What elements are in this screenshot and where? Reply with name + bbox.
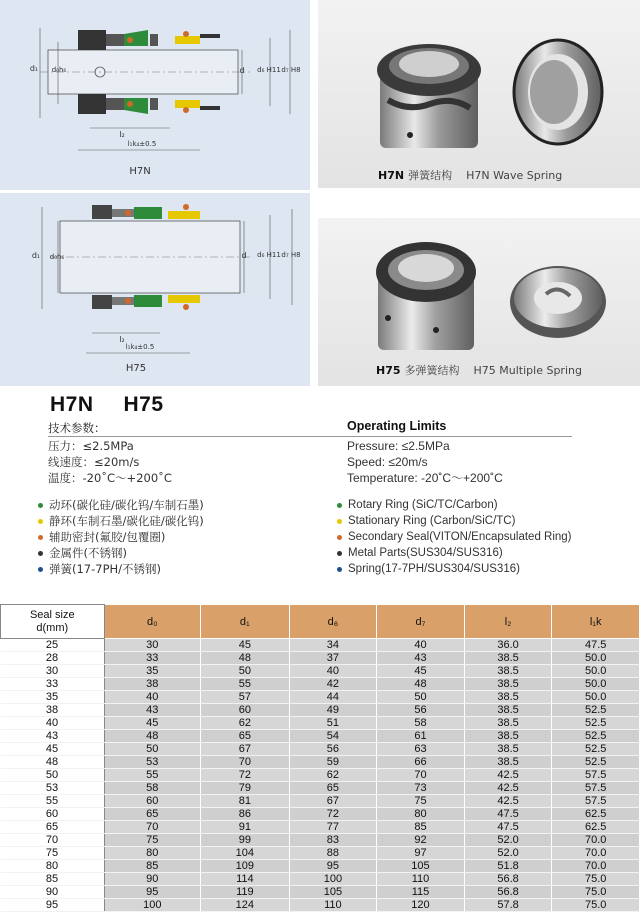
header-col: d₁ <box>201 605 290 639</box>
table-row <box>1 782 640 795</box>
header-col: l₁k <box>552 605 640 639</box>
cell-value: 81 <box>201 795 290 808</box>
cell-value: 50.0 <box>552 691 640 704</box>
cell-value: 43 <box>377 652 465 665</box>
cell-value: 62.5 <box>552 808 640 821</box>
dim-d0: d₀h₆ <box>51 66 67 74</box>
cell-value: 72 <box>201 769 290 782</box>
h75-section-drawing <box>0 193 310 386</box>
model-title-h7n: H7N <box>50 393 94 416</box>
h7n-seal-photo <box>318 0 640 188</box>
cell-seal-size: 80 <box>1 860 105 873</box>
h75-photo-model: H75 <box>376 364 401 377</box>
section-divider <box>48 436 572 437</box>
cell-seal-size: 55 <box>1 795 105 808</box>
material-en-item <box>337 561 572 577</box>
cell-value: 48 <box>104 730 201 743</box>
cell-value: 115 <box>377 886 465 899</box>
cell-seal-size: 43 <box>1 730 105 743</box>
material-cn-item <box>38 561 204 577</box>
table-row <box>1 652 640 665</box>
cell-value: 57.5 <box>552 769 640 782</box>
cell-seal-size: 53 <box>1 782 105 795</box>
table-row <box>1 704 640 717</box>
model-titles <box>50 393 164 417</box>
cell-value: 72 <box>289 808 377 821</box>
cell-value: 110 <box>289 899 377 912</box>
table-row <box>1 847 640 860</box>
cell-value: 50.0 <box>552 652 640 665</box>
h75-photo-en: H75 Multiple Spring <box>473 364 582 377</box>
cell-value: 57 <box>201 691 290 704</box>
cell-value: 124 <box>201 899 290 912</box>
table-row <box>1 730 640 743</box>
cell-value: 61 <box>377 730 465 743</box>
cell-value: 119 <box>201 886 290 899</box>
spec-pressure-en: Pressure: ≤2.5MPa <box>347 439 450 453</box>
header-col: l₂ <box>464 605 552 639</box>
cell-value: 52.5 <box>552 730 640 743</box>
cell-value: 42.5 <box>464 782 552 795</box>
cell-value: 40 <box>104 691 201 704</box>
materials-cn-list <box>38 497 204 577</box>
cell-value: 48 <box>201 652 290 665</box>
cell-value: 73 <box>377 782 465 795</box>
cell-value: 45 <box>104 717 201 730</box>
bullet-dot-icon <box>337 503 342 508</box>
cell-value: 85 <box>104 860 201 873</box>
cell-value: 35 <box>104 665 201 678</box>
bullet-dot-icon <box>337 535 342 540</box>
cell-seal-size: 40 <box>1 717 105 730</box>
cell-value: 75.0 <box>552 886 640 899</box>
cell-value: 100 <box>104 899 201 912</box>
h75-photo-cn: 多弹簧结构 <box>404 364 460 377</box>
cell-value: 38.5 <box>464 691 552 704</box>
cell-seal-size: 50 <box>1 769 105 782</box>
cell-value: 63 <box>377 743 465 756</box>
cell-value: 110 <box>377 873 465 886</box>
cell-seal-size: 90 <box>1 886 105 899</box>
cell-value: 57.5 <box>552 782 640 795</box>
table-row <box>1 860 640 873</box>
cell-value: 79 <box>201 782 290 795</box>
cell-seal-size: 95 <box>1 899 105 912</box>
dim-d7: d₇ H8 <box>281 251 301 259</box>
dim-l1k: l₁k₄±0.5 <box>125 343 155 351</box>
table-row <box>1 899 640 912</box>
cell-value: 60 <box>104 795 201 808</box>
material-en-label: Metal Parts(SUS304/SUS316) <box>348 547 503 559</box>
material-en-item <box>337 529 572 545</box>
dim-d1: d₁ <box>29 64 39 73</box>
cell-value: 42.5 <box>464 769 552 782</box>
cell-value: 67 <box>201 743 290 756</box>
spec-speed-cn: 线速度：≤20m/s <box>48 455 140 469</box>
cell-seal-size: 30 <box>1 665 105 678</box>
cell-value: 49 <box>289 704 377 717</box>
cell-value: 83 <box>289 834 377 847</box>
cell-value: 38.5 <box>464 730 552 743</box>
material-en-label: Rotary Ring (SiC/TC/Carbon) <box>348 499 498 511</box>
cell-value: 50 <box>201 665 290 678</box>
cell-value: 70 <box>377 769 465 782</box>
cell-value: 59 <box>289 756 377 769</box>
dim-l1k: l₁k₄±0.5 <box>127 140 157 148</box>
cell-value: 33 <box>104 652 201 665</box>
material-en-label: Spring(17-7PH/SUS304/SUS316) <box>348 563 520 575</box>
h7n-photo-cn: 弹簧结构 <box>408 169 453 182</box>
cell-value: 45 <box>377 665 465 678</box>
cell-value: 34 <box>289 639 377 652</box>
material-en-item <box>337 513 572 529</box>
cell-value: 52.5 <box>552 743 640 756</box>
cell-value: 57.8 <box>464 899 552 912</box>
cell-seal-size: 25 <box>1 639 105 652</box>
material-en-item <box>337 545 572 561</box>
bullet-dot-icon <box>38 519 43 524</box>
cell-value: 48 <box>377 678 465 691</box>
model-title-h75: H75 <box>123 393 164 416</box>
material-en-label: Secondary Seal(VITON/Encapsulated Ring) <box>348 531 572 543</box>
header-col: d₆ <box>289 605 377 639</box>
cell-value: 90 <box>104 873 201 886</box>
cell-value: 40 <box>289 665 377 678</box>
h7n-drawing-panel <box>0 0 310 190</box>
cell-value: 50.0 <box>552 678 640 691</box>
dim-d7: d₇ H8 <box>281 66 301 74</box>
cell-value: 62 <box>201 717 290 730</box>
cell-value: 65 <box>289 782 377 795</box>
cell-value: 47.5 <box>464 808 552 821</box>
cell-seal-size: 38 <box>1 704 105 717</box>
cell-value: 52.5 <box>552 704 640 717</box>
spec-temperature-en: Temperature: -20˚C～+200˚C <box>347 471 503 485</box>
cell-value: 56 <box>377 704 465 717</box>
h75-drawing-panel <box>0 193 310 386</box>
cell-value: 51.8 <box>464 860 552 873</box>
h7n-photo-model: H7N <box>378 169 405 182</box>
cell-value: 47.5 <box>464 821 552 834</box>
cell-value: 70 <box>201 756 290 769</box>
table-row <box>1 678 640 691</box>
material-cn-item <box>38 529 204 545</box>
cell-value: 75 <box>377 795 465 808</box>
dim-d1: d₁ <box>31 251 41 260</box>
material-cn-label: 静环(车制石墨/碳化硅/碳化钨) <box>49 514 204 528</box>
table-row <box>1 665 640 678</box>
material-cn-label: 辅助密封(氟胶/包覆圈) <box>49 530 166 544</box>
table-row <box>1 743 640 756</box>
cell-value: 99 <box>201 834 290 847</box>
cell-seal-size: 85 <box>1 873 105 886</box>
cell-value: 56.8 <box>464 886 552 899</box>
bullet-dot-icon <box>38 567 43 572</box>
bullet-dot-icon <box>337 519 342 524</box>
cell-value: 30 <box>104 639 201 652</box>
h7n-photo-caption <box>378 167 562 183</box>
material-cn-item <box>38 513 204 529</box>
operating-limits-title: Operating Limits <box>347 419 447 433</box>
cell-value: 70.0 <box>552 860 640 873</box>
material-cn-label: 动环(碳化硅/碳化钨/车制石墨) <box>49 498 204 512</box>
table-header-row <box>1 605 640 639</box>
cell-value: 44 <box>289 691 377 704</box>
table-row <box>1 834 640 847</box>
table-row <box>1 873 640 886</box>
material-cn-label: 金属件(不锈钢) <box>49 546 127 560</box>
cell-value: 38.5 <box>464 756 552 769</box>
cell-value: 70 <box>104 821 201 834</box>
material-en-item <box>337 497 572 513</box>
cell-value: 38.5 <box>464 678 552 691</box>
cell-value: 80 <box>377 808 465 821</box>
spec-temperature-cn: 温度：-20˚C～+200˚C <box>48 471 172 485</box>
h75-photo-caption <box>376 362 582 378</box>
cell-value: 38.5 <box>464 717 552 730</box>
cell-seal-size: 35 <box>1 691 105 704</box>
cell-value: 45 <box>201 639 290 652</box>
cell-value: 38 <box>104 678 201 691</box>
table-row <box>1 886 640 899</box>
cell-seal-size: 28 <box>1 652 105 665</box>
dim-l2: l₂ <box>119 335 125 344</box>
dim-d6: d₆ H11 <box>257 66 281 74</box>
cell-value: 57.5 <box>552 795 640 808</box>
bullet-dot-icon <box>337 551 342 556</box>
table-row <box>1 639 640 652</box>
cell-value: 75 <box>104 834 201 847</box>
header-seal-size: Seal size d(mm) <box>1 605 105 639</box>
cell-value: 58 <box>104 782 201 795</box>
cell-value: 62.5 <box>552 821 640 834</box>
dim-d6: d₆ H11 <box>257 251 281 259</box>
cell-value: 120 <box>377 899 465 912</box>
tech-params-title: 技术参数： <box>48 421 106 435</box>
cell-value: 50 <box>104 743 201 756</box>
seal-size-table <box>0 604 640 912</box>
bullet-dot-icon <box>38 535 43 540</box>
cell-value: 97 <box>377 847 465 860</box>
cell-value: 40 <box>377 639 465 652</box>
cell-value: 100 <box>289 873 377 886</box>
material-cn-item <box>38 545 204 561</box>
cell-value: 42 <box>289 678 377 691</box>
h75-seal-photo <box>318 218 640 386</box>
cell-value: 67 <box>289 795 377 808</box>
table-row <box>1 821 640 834</box>
spec-speed-en: Speed: ≤20m/s <box>347 455 428 469</box>
cell-value: 52.5 <box>552 756 640 769</box>
cell-value: 95 <box>289 860 377 873</box>
cell-value: 56 <box>289 743 377 756</box>
cell-value: 37 <box>289 652 377 665</box>
cell-seal-size: 45 <box>1 743 105 756</box>
cell-value: 70.0 <box>552 847 640 860</box>
cell-value: 38.5 <box>464 704 552 717</box>
cell-value: 105 <box>377 860 465 873</box>
cell-value: 105 <box>289 886 377 899</box>
cell-value: 92 <box>377 834 465 847</box>
h7n-photo-panel <box>318 0 640 188</box>
cell-value: 75.0 <box>552 899 640 912</box>
cell-value: 38.5 <box>464 743 552 756</box>
cell-value: 91 <box>201 821 290 834</box>
materials-en-list <box>337 497 572 577</box>
table-row <box>1 808 640 821</box>
cell-value: 47.5 <box>552 639 640 652</box>
cell-seal-size: 48 <box>1 756 105 769</box>
cell-value: 88 <box>289 847 377 860</box>
bullet-dot-icon <box>38 503 43 508</box>
header-col: d₀ <box>104 605 201 639</box>
dim-d: d <box>239 66 245 75</box>
cell-value: 77 <box>289 821 377 834</box>
cell-value: 114 <box>201 873 290 886</box>
cell-seal-size: 65 <box>1 821 105 834</box>
material-cn-label: 弹簧(17-7PH/不锈钢) <box>49 562 162 576</box>
cell-value: 55 <box>104 769 201 782</box>
cell-seal-size: 60 <box>1 808 105 821</box>
cell-value: 75.0 <box>552 873 640 886</box>
cell-value: 54 <box>289 730 377 743</box>
cell-seal-size: 70 <box>1 834 105 847</box>
cell-value: 56.8 <box>464 873 552 886</box>
table-row <box>1 769 640 782</box>
table-row <box>1 717 640 730</box>
cell-value: 60 <box>201 704 290 717</box>
cell-seal-size: 33 <box>1 678 105 691</box>
dim-l2: l₂ <box>119 130 125 139</box>
cell-value: 50 <box>377 691 465 704</box>
cell-value: 95 <box>104 886 201 899</box>
specs-en <box>347 438 503 486</box>
h75-photo-panel <box>318 218 640 386</box>
spec-pressure-cn: 压力：≤2.5MPa <box>48 439 134 453</box>
material-en-label: Stationary Ring (Carbon/SiC/TC) <box>348 515 516 527</box>
cell-value: 86 <box>201 808 290 821</box>
specs-cn <box>48 438 172 486</box>
bullet-dot-icon <box>38 551 43 556</box>
cell-value: 80 <box>104 847 201 860</box>
cell-value: 38.5 <box>464 652 552 665</box>
cell-value: 53 <box>104 756 201 769</box>
cell-value: 65 <box>201 730 290 743</box>
cell-value: 104 <box>201 847 290 860</box>
h7n-photo-en: H7N Wave Spring <box>466 169 563 182</box>
cell-value: 51 <box>289 717 377 730</box>
cell-value: 36.0 <box>464 639 552 652</box>
dim-d: d <box>241 251 247 260</box>
cell-value: 66 <box>377 756 465 769</box>
h75-drawing-caption: H75 <box>125 363 147 374</box>
bullet-dot-icon <box>337 567 342 572</box>
h7n-drawing-caption: H7N <box>129 166 151 177</box>
cell-value: 52.5 <box>552 717 640 730</box>
cell-value: 50.0 <box>552 665 640 678</box>
cell-value: 42.5 <box>464 795 552 808</box>
table-row <box>1 756 640 769</box>
table-row <box>1 691 640 704</box>
material-cn-item <box>38 497 204 513</box>
cell-value: 70.0 <box>552 834 640 847</box>
cell-seal-size: 75 <box>1 847 105 860</box>
cell-value: 65 <box>104 808 201 821</box>
table-row <box>1 795 640 808</box>
cell-value: 43 <box>104 704 201 717</box>
h7n-section-drawing <box>0 0 310 190</box>
cell-value: 109 <box>201 860 290 873</box>
cell-value: 85 <box>377 821 465 834</box>
cell-value: 52.0 <box>464 847 552 860</box>
dim-d0: d₀h₆ <box>49 253 65 261</box>
cell-value: 58 <box>377 717 465 730</box>
cell-value: 62 <box>289 769 377 782</box>
header-col: d₇ <box>377 605 465 639</box>
cell-value: 38.5 <box>464 665 552 678</box>
cell-value: 55 <box>201 678 290 691</box>
cell-value: 52.0 <box>464 834 552 847</box>
